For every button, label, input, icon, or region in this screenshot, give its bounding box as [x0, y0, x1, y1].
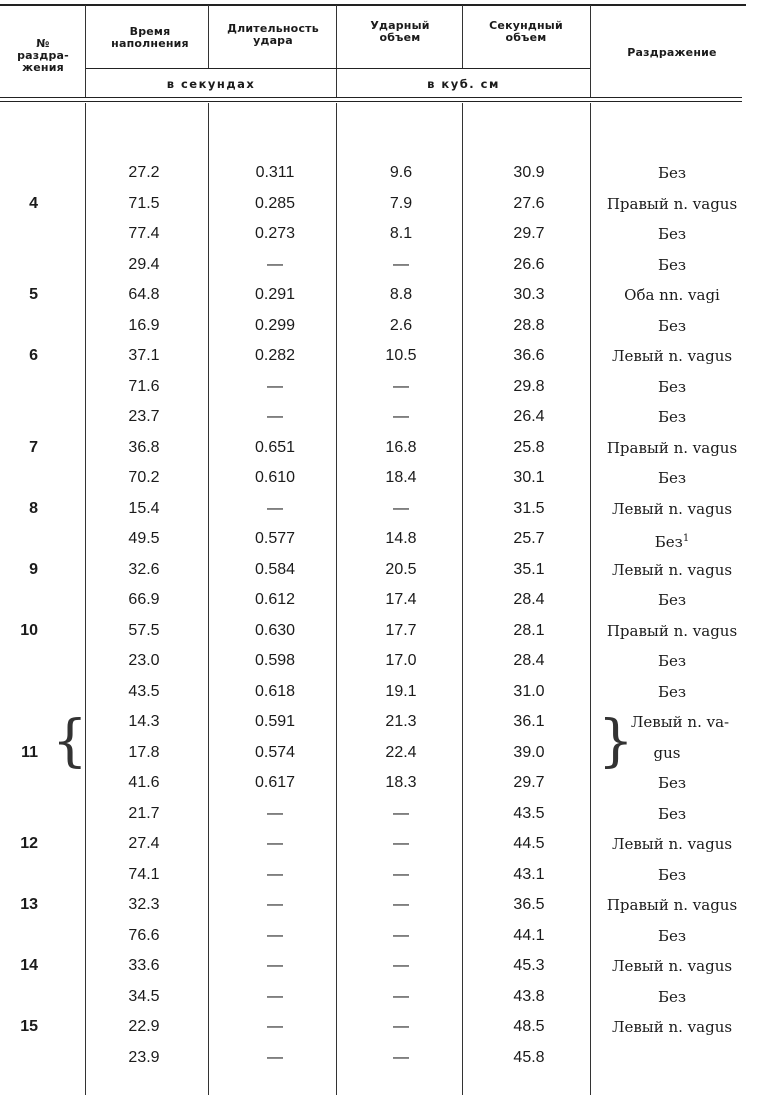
beat-duration-cell: —	[267, 865, 283, 883]
table-row	[0, 372, 760, 402]
stimulation-cell: Левый n. vagus	[611, 835, 733, 853]
header-stroke-volume: Ударный объем	[370, 19, 430, 44]
stimulation-cell: gus	[653, 743, 681, 762]
beat-duration-cell: —	[267, 957, 283, 974]
table-row	[0, 250, 760, 280]
stroke-volume-cell: —	[393, 804, 409, 822]
top-rule	[0, 4, 746, 6]
stimulation-cell: Левый n. vagus	[611, 1018, 733, 1036]
minute-volume-cell: 27.6	[513, 194, 545, 212]
footnote-marker: 1	[682, 533, 690, 544]
unit-rule	[86, 68, 590, 69]
beat-duration-cell: 0.598	[254, 652, 296, 669]
right-brace: }	[598, 709, 634, 774]
stimulation-cell: Без	[657, 682, 687, 701]
row-number	[0, 402, 38, 432]
stimulation-cell: Левый n. vagus	[611, 957, 733, 975]
table-row	[0, 799, 760, 829]
table-row	[0, 646, 760, 676]
minute-volume-cell: 30.9	[513, 164, 545, 181]
beat-duration-cell: 0.617	[254, 774, 296, 791]
fill-time-cell: 29.4	[128, 255, 160, 273]
fill-time-cell: 74.1	[128, 865, 160, 883]
stroke-volume-cell: —	[393, 1018, 409, 1035]
row-number: 14	[20, 957, 38, 974]
table-row	[0, 768, 760, 798]
beat-duration-cell: 0.584	[254, 560, 296, 578]
stimulation-cell: Без	[657, 377, 687, 396]
stimulation-cell: Без	[657, 591, 687, 609]
stimulation-cell: Без	[657, 804, 687, 823]
table-row	[0, 951, 760, 981]
beat-duration-cell: —	[267, 835, 283, 852]
row-number	[0, 982, 38, 1012]
stimulation-cell: Оба nn. vagi	[624, 286, 720, 304]
table-row	[0, 1043, 760, 1073]
row-number: 4	[29, 194, 38, 212]
fill-time-cell: 14.3	[128, 713, 160, 730]
table-row	[0, 616, 760, 646]
fill-time-cell: 22.9	[128, 1018, 160, 1035]
table-row	[0, 311, 760, 341]
minute-volume-cell: 39.0	[513, 743, 545, 761]
left-brace: {	[52, 709, 88, 774]
table-row	[0, 677, 760, 707]
stimulation-cell: Без$^1$	[654, 533, 690, 551]
table-row	[0, 921, 760, 951]
stimulation-cell: Без	[657, 255, 687, 274]
table-row	[0, 463, 760, 493]
minute-volume-cell: 36.1	[513, 713, 545, 730]
stimulation-cell: Правый n. vagus	[606, 621, 738, 640]
row-number	[0, 585, 38, 615]
fill-time-cell: 70.2	[128, 469, 160, 486]
table-row	[0, 860, 760, 890]
stimulation-cell: Без	[657, 316, 687, 335]
stimulation-cell: Левый n. vagus	[611, 560, 733, 579]
row-number: 8	[29, 499, 38, 517]
table-row	[0, 433, 760, 463]
stroke-volume-cell: 2.6	[389, 316, 413, 334]
stimulation-cell	[596, 1043, 748, 1073]
stimulation-cell: Без	[657, 652, 687, 670]
table-row	[0, 219, 760, 249]
beat-duration-cell: —	[267, 896, 283, 913]
fill-time-cell: 27.2	[128, 164, 160, 181]
stimulation-cell: Правый n. vagus	[606, 194, 738, 213]
fill-time-cell: 27.4	[128, 835, 160, 852]
minute-volume-cell: 25.8	[513, 438, 545, 456]
table-row	[0, 402, 760, 432]
table-row	[0, 494, 760, 524]
stroke-volume-cell: —	[393, 926, 409, 944]
row-number: 9	[29, 560, 38, 578]
minute-volume-cell: 28.8	[513, 316, 545, 334]
row-number	[0, 372, 38, 402]
minute-volume-cell: 45.8	[513, 1048, 545, 1066]
stroke-volume-cell: 19.1	[385, 682, 417, 700]
fill-time-cell: 23.0	[128, 652, 160, 669]
beat-duration-cell: 0.285	[254, 194, 296, 212]
stroke-volume-cell: 20.5	[385, 560, 417, 578]
minute-volume-cell: 43.1	[513, 865, 545, 883]
stroke-volume-cell: 18.3	[385, 774, 417, 791]
minute-volume-cell: 30.3	[513, 286, 545, 303]
minute-volume-cell: 36.5	[513, 896, 545, 913]
row-number: 10	[20, 621, 38, 639]
stroke-volume-cell: 17.7	[385, 621, 417, 639]
fill-time-cell: 34.5	[128, 987, 160, 1005]
fill-time-cell: 66.9	[128, 591, 160, 608]
row-number	[0, 158, 38, 188]
table-row	[0, 738, 760, 768]
minute-volume-cell: 30.1	[513, 469, 545, 486]
minute-volume-cell: 26.4	[513, 408, 545, 425]
fill-time-cell: 57.5	[128, 621, 160, 639]
beat-duration-cell: —	[267, 377, 283, 395]
stimulation-cell: Без	[657, 469, 687, 487]
beat-duration-cell: —	[267, 1048, 283, 1066]
fill-time-cell: 23.9	[128, 1048, 160, 1066]
row-number	[0, 799, 38, 829]
fill-time-cell: 41.6	[128, 774, 160, 791]
stroke-volume-cell: 18.4	[385, 469, 417, 486]
stroke-volume-cell: 14.8	[385, 530, 417, 547]
stroke-volume-cell: —	[393, 896, 409, 913]
stimulation-cell: Без	[657, 164, 687, 182]
stimulation-cell: Правый n. vagus	[606, 896, 738, 914]
fill-time-cell: 32.3	[128, 896, 160, 913]
row-number: 7	[29, 438, 38, 456]
fill-time-cell: 71.6	[128, 377, 160, 395]
stimulation-cell: Без	[657, 865, 687, 884]
stroke-volume-cell: —	[393, 377, 409, 395]
stroke-volume-cell: —	[393, 499, 409, 517]
stimulation-cell: Без	[657, 926, 687, 945]
stimulation-cell: Без	[657, 408, 687, 426]
stimulation-cell: Без	[657, 225, 687, 243]
minute-volume-cell: 28.4	[513, 652, 545, 669]
beat-duration-cell: 0.630	[254, 621, 296, 639]
header-no: № раздра-жения	[17, 37, 69, 74]
beat-duration-cell: 0.618	[254, 682, 296, 700]
stroke-volume-cell: 16.8	[385, 438, 417, 456]
table-row	[0, 555, 760, 585]
stroke-volume-cell: —	[393, 957, 409, 974]
row-number	[0, 646, 38, 676]
row-number	[0, 860, 38, 890]
row-number: 12	[20, 835, 38, 852]
beat-duration-cell: —	[267, 499, 283, 517]
beat-duration-cell: 0.282	[254, 347, 296, 364]
table-row	[0, 890, 760, 920]
beat-duration-cell: —	[267, 255, 283, 273]
stroke-volume-cell: 22.4	[385, 743, 417, 761]
row-number	[0, 219, 38, 249]
stroke-volume-cell: —	[393, 255, 409, 273]
fill-time-cell: 37.1	[128, 347, 160, 364]
table-row	[0, 524, 760, 554]
stroke-volume-cell: —	[393, 987, 409, 1005]
stroke-volume-cell: —	[393, 1048, 409, 1066]
minute-volume-cell: 26.6	[513, 255, 545, 273]
minute-volume-cell: 28.1	[513, 621, 545, 639]
table-row	[0, 341, 760, 371]
header-stimulation: Раздражение	[627, 46, 717, 59]
beat-duration-cell: —	[267, 1018, 283, 1035]
stimulation-cell: Левый n. vagus	[611, 499, 733, 518]
minute-volume-cell: 31.5	[513, 499, 545, 517]
beat-duration-cell: 0.577	[254, 530, 296, 547]
beat-duration-cell: —	[267, 408, 283, 425]
beat-duration-cell: 0.311	[255, 164, 295, 181]
table-row	[0, 829, 760, 859]
unit-cc: в куб. см	[427, 77, 500, 91]
fill-time-cell: 64.8	[128, 286, 160, 303]
table-row	[0, 585, 760, 615]
header-divider	[590, 5, 591, 98]
row-number	[0, 677, 38, 707]
fill-time-cell: 32.6	[128, 560, 160, 578]
beat-duration-cell: 0.299	[254, 316, 296, 334]
minute-volume-cell: 35.1	[513, 560, 545, 578]
stroke-volume-cell: 17.0	[385, 652, 417, 669]
stroke-volume-cell: 10.5	[385, 347, 417, 364]
beat-duration-cell: —	[267, 804, 283, 822]
header-beat-duration: Длительность удара	[227, 22, 319, 47]
fill-time-cell: 36.8	[128, 438, 160, 456]
minute-volume-cell: 29.8	[513, 377, 545, 395]
table-row	[0, 1012, 760, 1042]
minute-volume-cell: 36.6	[513, 347, 545, 364]
stroke-volume-cell: —	[393, 835, 409, 852]
stimulation-cell: Левый n. va-	[630, 713, 730, 731]
header-divider	[462, 5, 463, 68]
row-number: 15	[20, 1018, 38, 1035]
beat-duration-cell: 0.610	[254, 469, 296, 486]
header-double-rule	[0, 97, 742, 98]
table-row	[0, 189, 760, 219]
minute-volume-cell: 44.1	[513, 926, 545, 944]
fill-time-cell: 33.6	[128, 957, 160, 974]
minute-volume-cell: 29.7	[513, 225, 545, 242]
minute-volume-cell: 45.3	[513, 957, 545, 974]
fill-time-cell: 16.9	[128, 316, 160, 334]
stroke-volume-cell: 7.9	[389, 194, 413, 212]
minute-volume-cell: 43.8	[513, 987, 545, 1005]
unit-seconds: в секундах	[166, 77, 256, 91]
stimulation-cell: Без	[657, 774, 687, 792]
row-number: 6	[29, 347, 38, 364]
table-row	[0, 280, 760, 310]
minute-volume-cell: 29.7	[513, 774, 545, 791]
beat-duration-cell: 0.612	[254, 591, 296, 608]
header-minute-volume: Секундный объем	[489, 19, 563, 44]
header-divider	[208, 5, 209, 68]
stroke-volume-cell: —	[393, 408, 409, 425]
stimulation-cell: Левый n. vagus	[611, 347, 733, 365]
fill-time-cell: 17.8	[128, 743, 160, 761]
fill-time-cell: 49.5	[128, 530, 160, 547]
stimulation-cell: Без	[657, 987, 687, 1006]
minute-volume-cell: 25.7	[513, 530, 545, 547]
beat-duration-cell: 0.273	[254, 225, 296, 242]
minute-volume-cell: 28.4	[513, 591, 545, 608]
fill-time-cell: 76.6	[128, 926, 160, 944]
beat-duration-cell: —	[267, 987, 283, 1005]
beat-duration-cell: 0.574	[254, 743, 296, 761]
fill-time-cell: 43.5	[128, 682, 160, 700]
minute-volume-cell: 44.5	[513, 835, 545, 852]
row-number	[0, 250, 38, 280]
table-row	[0, 158, 760, 188]
row-number	[0, 707, 38, 737]
fill-time-cell: 21.7	[128, 804, 160, 822]
stroke-volume-cell: 17.4	[385, 591, 417, 608]
stroke-volume-cell: 8.8	[389, 286, 413, 303]
row-number	[0, 768, 38, 798]
fill-time-cell: 23.7	[128, 408, 160, 425]
beat-duration-cell: —	[267, 926, 283, 944]
fill-time-cell: 15.4	[128, 499, 160, 517]
row-number: 5	[29, 286, 38, 303]
row-number	[0, 1043, 38, 1073]
minute-volume-cell: 43.5	[513, 804, 545, 822]
stimulation-cell: Правый n. vagus	[606, 438, 738, 457]
header-double-rule	[0, 101, 742, 102]
row-number	[0, 463, 38, 493]
stroke-volume-cell: 9.6	[389, 164, 413, 181]
beat-duration-cell: 0.651	[254, 438, 296, 456]
stroke-volume-cell: —	[393, 865, 409, 883]
beat-duration-cell: 0.291	[254, 286, 296, 303]
minute-volume-cell: 31.0	[513, 682, 545, 700]
minute-volume-cell: 48.5	[513, 1018, 545, 1035]
row-number: 11	[21, 743, 38, 761]
row-number: 13	[20, 896, 38, 913]
table-row	[0, 982, 760, 1012]
stroke-volume-cell: 8.1	[389, 225, 413, 242]
fill-time-cell: 77.4	[128, 225, 160, 242]
table-row	[0, 707, 760, 737]
row-number	[0, 524, 38, 554]
fill-time-cell: 71.5	[128, 194, 160, 212]
row-number	[0, 311, 38, 341]
stroke-volume-cell: 21.3	[385, 713, 417, 730]
beat-duration-cell: 0.591	[254, 713, 296, 730]
row-number	[0, 921, 38, 951]
header-fill-time: Время наполнения	[111, 25, 189, 50]
